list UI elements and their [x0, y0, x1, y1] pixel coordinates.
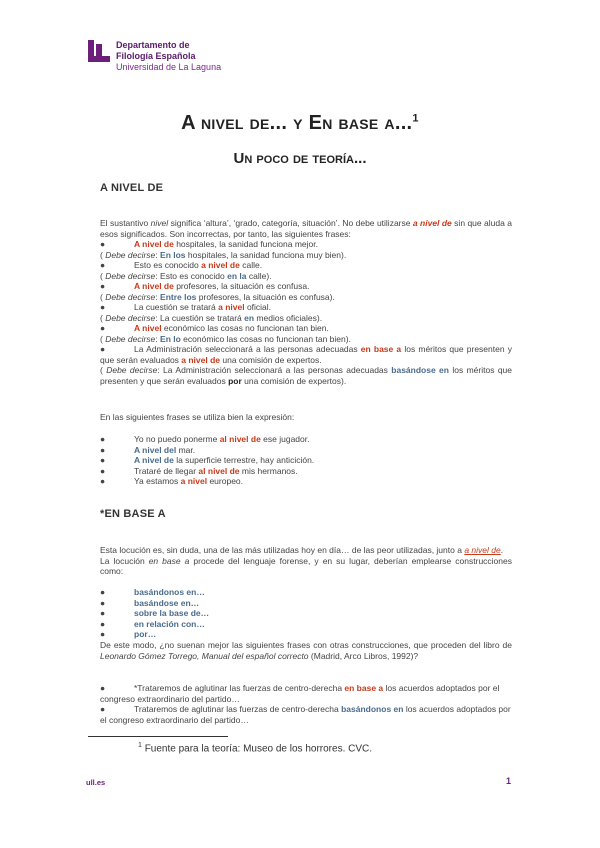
correction-5: ( Debe decirse: En lo económico las cosas no funcionan tan bien).: [100, 333, 351, 344]
list-item: ● A nivel de la superficie terrestre, hay anticición.: [100, 455, 315, 465]
correction-6: ( Debe decirse: La Administración seleccionará a las personas adecuadas basándose en los méritos que presenten y que serán evaluados por una comisión de expertos).: [100, 365, 513, 386]
list-item: ● Trataré de llegar al nivel de mis hermanos.: [100, 465, 298, 476]
footer-site: ull.es: [86, 778, 106, 787]
section2-body: [100, 545, 512, 577]
incorrect-example: ● *Trataremos de aglutinar las fuerzas de centro-derecha en base a los acuerdos adoptados por el congreso extraordinario del partido…: [100, 683, 500, 704]
incorrect-example-6: ● La Administración seleccionará a las personas adecuadas en base a los méritos que presenten y que serán evaluados a nivel de una comisión de expertos.: [100, 344, 512, 365]
department-name: [116, 40, 221, 73]
title-footnote-ref: 1: [412, 112, 419, 125]
university-name: Universidad de La Laguna: [116, 62, 222, 72]
list-item: ● sobre la base de…: [100, 608, 210, 618]
ull-logo-icon: [88, 40, 110, 62]
correct-example: ● Trataremos de aglutinar las fuerzas de centro-derecha basándonos en los acuerdos adoptados por el congreso extraordinario del partido…: [100, 704, 511, 725]
section-heading-a-nivel-de: A NIVEL DE: [100, 182, 164, 194]
incorrect-example-3: ● A nivel de profesores, la situación es confusa.: [100, 281, 310, 291]
footnote-number: 1: [138, 742, 142, 749]
list-item: ● basándonos en…: [100, 587, 205, 597]
a-nivel-de-link[interactable]: a nivel de: [464, 545, 501, 555]
correct-usage-list: [100, 434, 512, 487]
title-text: A nivel de... y En base a...: [181, 112, 413, 134]
section1-body: [100, 218, 512, 386]
incorrect-example-4: ● La cuestión se tratará a nivel oficial.: [100, 302, 272, 312]
section2-examples: [100, 683, 512, 725]
document-title: [0, 112, 600, 135]
section1-intro: El sustantivo nivel significa ‘altura’, ‘grado, categoría, situación’. No debe utilizarse a nivel de sin que aluda a esos significados. Son incorrectas, por tanto, las siguientes frases:: [100, 218, 512, 239]
list-item: ● por…: [100, 629, 157, 639]
alternatives-list: [100, 587, 512, 640]
section2-p3: De este modo, ¿no suenan mejor las siguientes frases con otras construcciones, que proceden del libro de Leonardo Gómez Torrego, Manual del español correcto (Madrid, Arco Libros, 1992)?: [100, 640, 512, 661]
correct-usage-intro: En las siguientes frases se utiliza bien la expresión:: [100, 412, 295, 422]
university-logo: [88, 40, 221, 73]
correction-1: ( Debe decirse: En los hospitales, la sanidad funciona muy bien).: [100, 249, 347, 260]
incorrect-example-1: ● A nivel de hospitales, la sanidad funciona mejor.: [100, 239, 318, 249]
footnote-divider: [88, 736, 228, 737]
correction-3: ( Debe decirse: Entre los profesores, la situación es confusa).: [100, 291, 335, 302]
list-item: ● basándose en…: [100, 597, 200, 608]
department-line2: Filología Española: [116, 51, 196, 61]
incorrect-example-5: ● A nivel económico las cosas no funcionan tan bien.: [100, 323, 329, 333]
footnote: [138, 742, 372, 754]
correction-2: ( Debe decirse: Esto es conocido en la calle).: [100, 270, 272, 281]
correction-4: ( Debe decirse: La cuestión se tratará en medios oficiales).: [100, 312, 323, 323]
section2-p1: Esta locución es, sin duda, una de las más utilizadas hoy en día… de las peor utilizadas, junto a a nivel de.: [100, 545, 504, 555]
department-line1: Departamento de: [116, 40, 190, 50]
list-item: ● Ya estamos a nivel europeo.: [100, 476, 244, 486]
list-item: ● Yo no puedo ponerme al nivel de ese jugador.: [100, 434, 310, 444]
section-heading-en-base-a: *EN BASE A: [100, 508, 166, 520]
list-item: ● en relación con…: [100, 618, 205, 629]
incorrect-example-2: ● Esto es conocido a nivel de calle.: [100, 260, 263, 270]
page-number: 1: [506, 776, 512, 786]
list-item: ● A nivel del mar.: [100, 444, 196, 455]
document-subtitle: Un poco de teoría...: [233, 150, 367, 167]
section2-p2: La locución en base a procede del lenguaje forense, y en su lugar, deberían emplearse construcciones como:: [100, 555, 512, 576]
footnote-text: Fuente para la teoría: Museo de los horrores. CVC.: [144, 743, 373, 755]
